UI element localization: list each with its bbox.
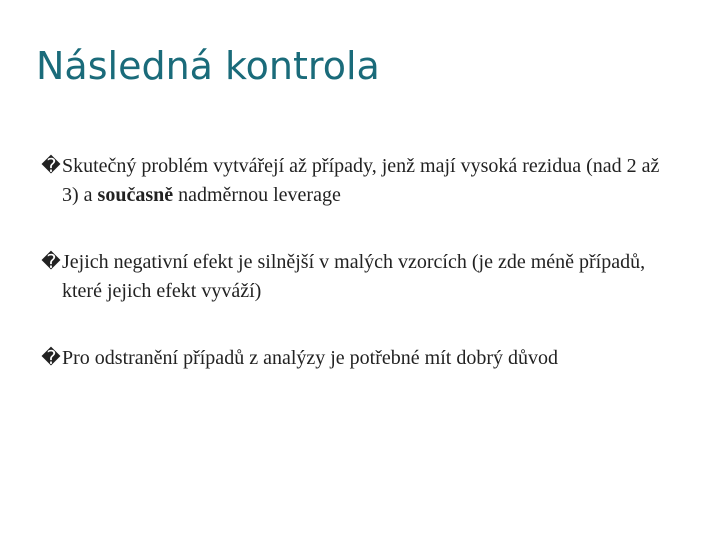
bullet-item	[40, 344, 680, 373]
bullet-item	[40, 248, 680, 306]
bullet-text-part: Skutečný problém vytvářejí až případy, jenž mají vysoká rezidua (nad 2 až 3) a	[62, 155, 660, 206]
bullet-text	[62, 152, 680, 210]
missing-glyph-bullet-icon: �	[41, 251, 61, 273]
bullet-text-part: nadměrnou leverage	[173, 184, 341, 206]
bullet-text: Pro odstranění případů z analýzy je potřebné mít dobrý důvod	[62, 347, 558, 369]
bullet-text: Jejich negativní efekt je silnější v malých vzorcích (je zde méně případů, které jejich efekt vyváží)	[62, 251, 646, 302]
missing-glyph-bullet-icon: �	[41, 155, 61, 177]
slide-title: Následná kontrola	[36, 44, 380, 88]
bullet-text-emphasis: současně	[97, 184, 174, 206]
bullet-item	[40, 152, 680, 210]
bullet-list	[40, 152, 680, 373]
missing-glyph-bullet-icon: �	[41, 347, 61, 369]
